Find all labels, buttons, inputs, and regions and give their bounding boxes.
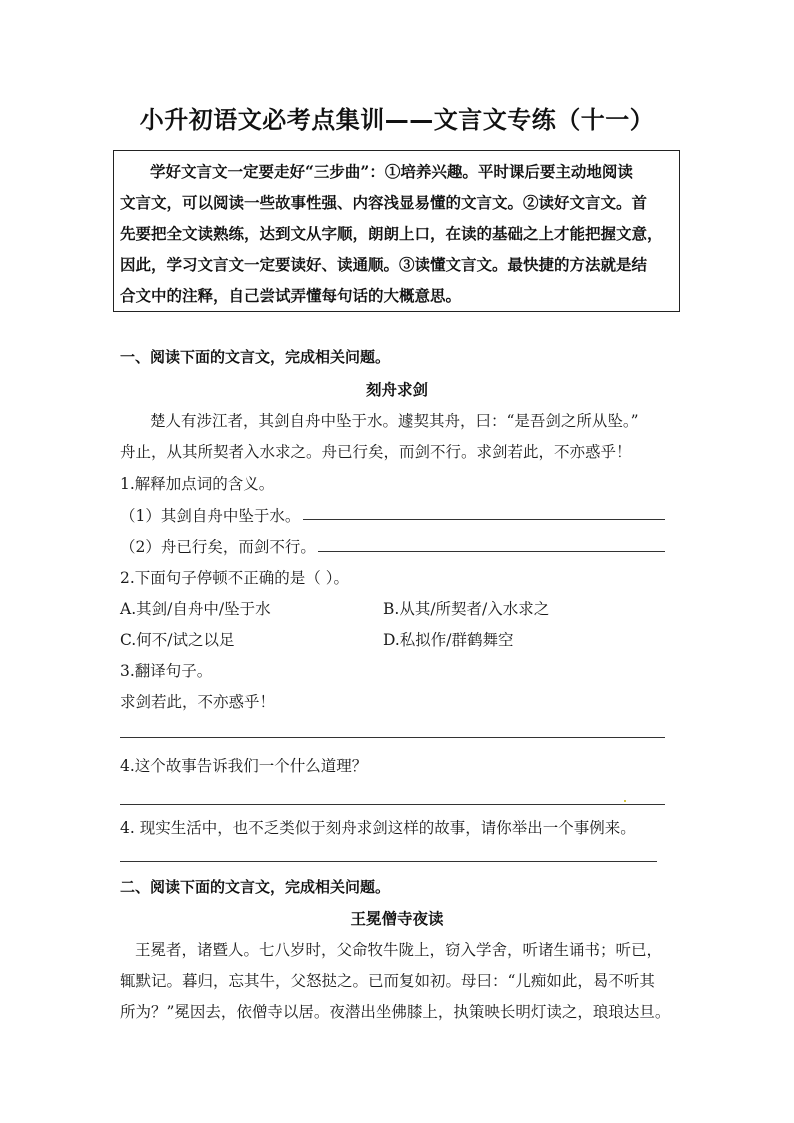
passage-line: 王冕者，诸暨人。七八岁时，父命牧牛陇上，窃入学舍，听诸生诵书；听已， <box>135 941 663 959</box>
option-a: A.其剑/自舟中/坠于水 <box>120 600 271 618</box>
question-1b: （2）舟已行矣，而剑不行。 <box>120 538 316 556</box>
answer-line[interactable] <box>303 519 665 520</box>
answer-line[interactable] <box>120 861 657 862</box>
question-3-sentence: 求剑若此，不亦惑乎！ <box>120 693 276 711</box>
tip-line: 因此，学习文言文一定要读好、读通顺。③读懂文言文。最快捷的方法就是结 <box>120 255 648 274</box>
question-1: 1.解释加点词的含义。 <box>120 475 275 493</box>
question-2: 2.下面句子停顿不正确的是（ ）。 <box>120 569 349 587</box>
ink-dot <box>624 800 626 802</box>
tip-line: 学好文言文一定要走好“三步曲”：①培养兴趣。平时课后要主动地阅读 <box>150 162 633 181</box>
page-title: 小升初语文必考点集训——文言文专练（十一） <box>139 106 655 134</box>
section1-title: 刻舟求剑 <box>365 380 428 399</box>
option-d: D.私拟作/群鹤舞空 <box>383 631 514 649</box>
option-c: C.何不/试之以足 <box>120 631 235 649</box>
answer-line[interactable] <box>120 737 665 738</box>
passage-line: 楚人有涉江者，其剑自舟中坠于水。遽契其舟，曰：“是吾剑之所从坠。” <box>150 412 639 430</box>
passage-line: 辄默记。暮归，忘其牛，父怒挞之。已而复如初。母曰：“儿痴如此，曷不听其 <box>120 972 655 990</box>
passage-line: 舟止，从其所契者入水求之。舟已行矣，而剑不行。求剑若此，不亦惑乎！ <box>120 443 632 461</box>
section1-heading: 一、阅读下面的文言文，完成相关问题。 <box>120 348 391 366</box>
question-3: 3.翻译句子。 <box>120 662 213 680</box>
question-1a: （1）其剑自舟中坠于水。 <box>120 507 301 525</box>
passage-line: 所为？”冕因去，依僧寺以居。夜潜出坐佛膝上，执策映长明灯读之，琅琅达旦。 <box>120 1003 671 1021</box>
option-b: B.从其/所契者/入水求之 <box>383 600 550 618</box>
section2-title: 王冕僧寺夜读 <box>350 909 444 928</box>
answer-line[interactable] <box>318 551 665 552</box>
answer-line[interactable] <box>120 804 665 805</box>
tip-line: 文言文，可以阅读一些故事性强、内容浅显易懂的文言文。②读好文言文。首 <box>120 193 648 212</box>
question-4: 4.这个故事告诉我们一个什么道理？ <box>120 757 368 775</box>
section2-heading: 二、阅读下面的文言文，完成相关问题。 <box>120 878 391 896</box>
question-5: 4. 现实生活中，也不乏类似于刻舟求剑这样的故事，请你举出一个事例来。 <box>120 819 636 837</box>
tip-line: 先要把全文读熟练，达到文从字顺，朗朗上口，在读的基础之上才能把握文意， <box>120 224 663 243</box>
tip-line: 合文中的注释，自己尝试弄懂每句话的大概意思。 <box>120 286 462 305</box>
